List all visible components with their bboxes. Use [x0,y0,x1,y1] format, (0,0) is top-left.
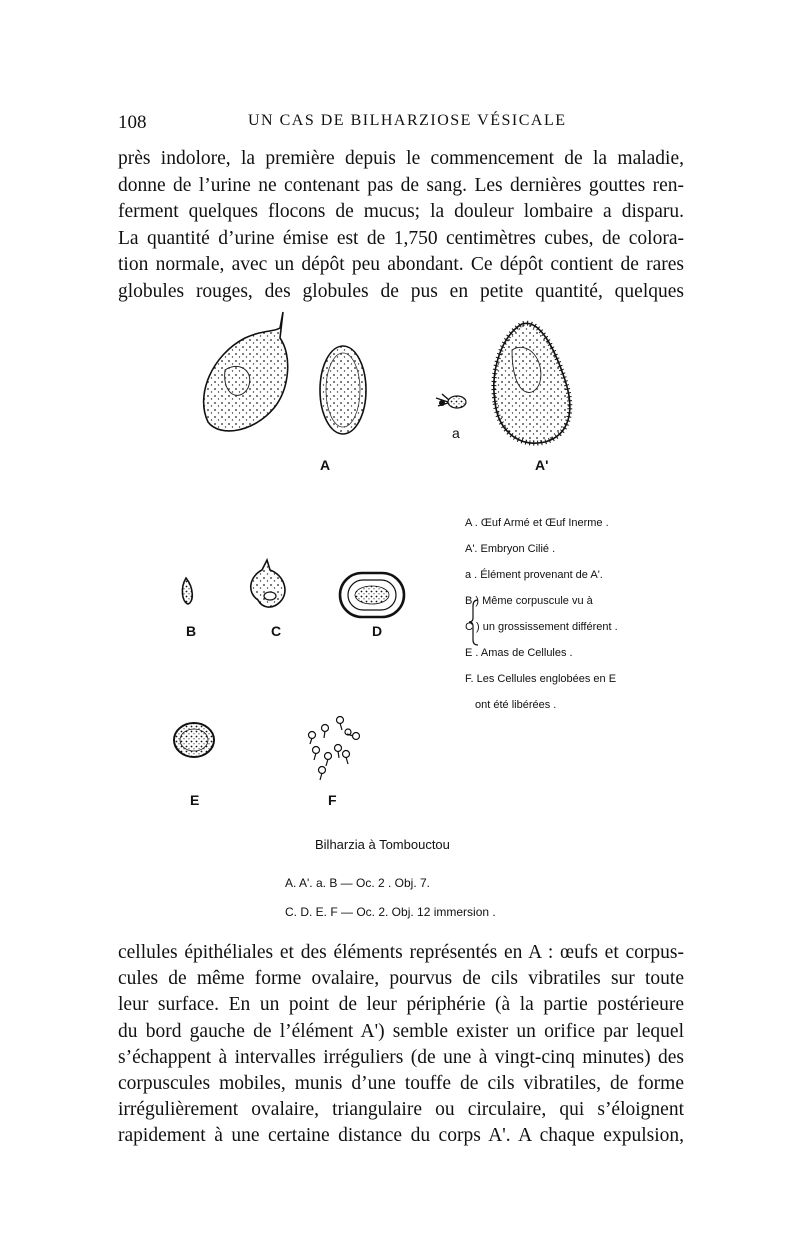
text-line: cules de même forme ovalaire, pourvus de cils vibratiles sur toute [118,968,684,990]
paragraph-top [118,146,684,306]
label-f: F [328,792,337,808]
unarmed-egg-drawing [320,346,366,434]
text-line: leur surface. En un point de leur périphérie (à la partie postérieure [118,994,684,1016]
figure-d-drawing [340,573,404,617]
label-a-upper: A [320,457,331,473]
text-line: cellules épithéliales et des éléments représentés en A : œufs et corpus- [118,942,684,963]
figure-e-drawing [174,723,214,757]
text-line: ferment quelques flocons de mucus; la douleur lombaire a disparu. [118,201,684,223]
armed-egg-drawing [204,312,288,431]
ciliated-embryo-drawing [494,323,570,443]
legend-item: A . Œuf Armé et Œuf Inerme . [465,517,609,529]
label-d: D [372,623,383,639]
text-line: La quantité d’urine émise est de 1,750 centimètres cubes, de colora- [118,227,684,249]
text-line: irrégulièrement ovalaire, triangulaire ou circulaire, qui s’éloignent [118,1099,684,1121]
label-a-prime: A' [535,457,549,473]
figure-caption: Bilharzia à Tombouctou [315,837,450,852]
text-line: s’échappent à intervalles irréguliers (de une à vingt-cinq minutes) des [118,1046,684,1068]
text-line: rapidement à une certaine distance du corps A'. A chaque expulsion, [118,1125,684,1147]
legend-item: E . Amas de Cellules . [465,647,573,659]
figure-f-drawing [309,717,360,781]
figure-legend [465,510,618,718]
text-line: globules rouges, des globules de pus en petite quantité, quelques [118,280,684,302]
paragraph-bottom [118,940,684,1150]
figure-scale-2: C. D. E. F — Oc. 2. Obj. 12 immersion . [285,905,496,919]
figure-b-drawing [182,578,192,604]
legend-item: ont été libérées . [475,699,557,711]
figure-c-drawing [251,560,285,607]
label-c: C [271,623,282,639]
label-b: B [186,623,197,639]
label-e: E [190,792,200,808]
figure-scale-1: A. A'. a. B — Oc. 2 . Obj. 7. [285,876,431,890]
element-a-drawing [436,394,466,408]
label-a-lower: a [452,425,460,441]
legend-item: B ) Même corpuscule vu à [465,595,593,607]
text-line: tion normale, avec un dépôt peu abondant. Ce dépôt contient de rares [118,254,684,276]
running-title: UN CAS DE BILHARZIOSE VÉSICALE [248,112,567,129]
legend-item: A'. Embryon Cilié . [465,543,556,555]
page-header [118,112,683,136]
legend-item: F. Les Cellules englobées en E [465,673,617,685]
text-line: du bord gauche de l’élément A') semble exister un orifice par lequel [118,1020,684,1042]
text-line: près indolore, la première depuis le commencement de la maladie, [118,148,684,169]
legend-item: C ) un grossissement différent . [465,621,618,633]
legend-item: a . Élément provenant de A'. [465,569,603,581]
text-line: donne de l’urine ne contenant pas de sang. Les dernières gouttes ren- [118,174,684,196]
page-number: 108 [118,112,147,133]
text-line: corpuscules mobiles, munis d’une touffe de cils vibratiles, de forme [118,1072,684,1094]
figure-plate [150,310,670,920]
